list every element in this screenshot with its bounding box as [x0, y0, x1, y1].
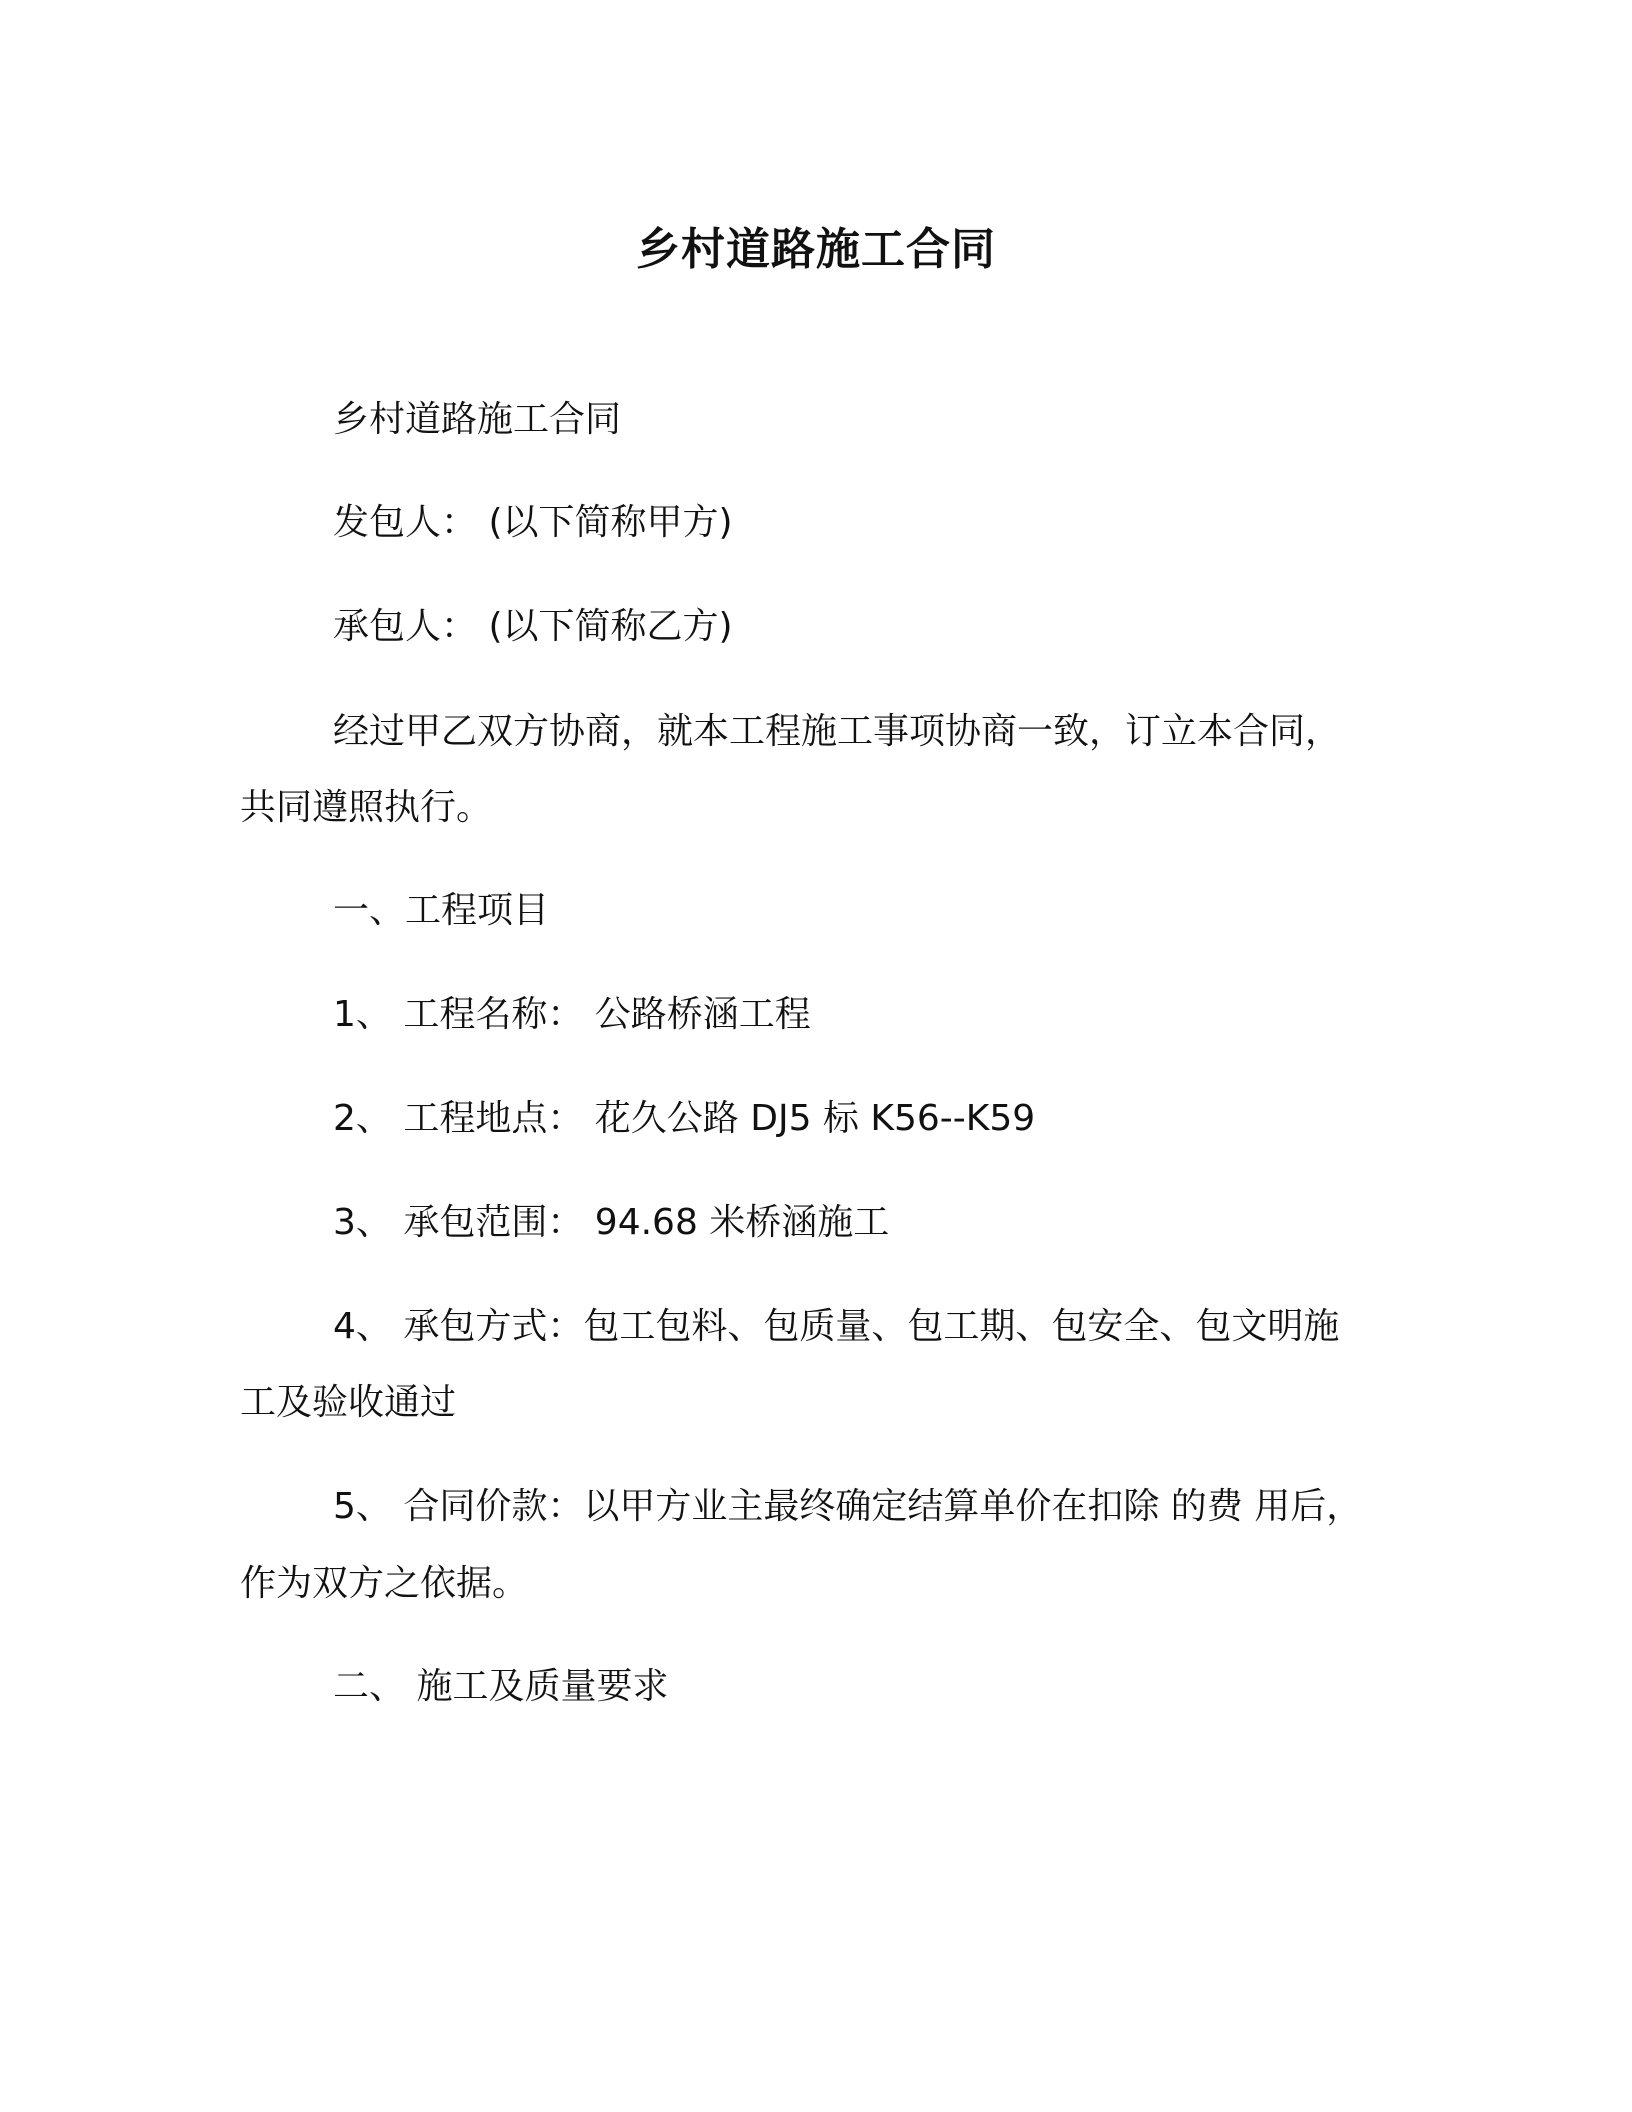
item-4-contract-method-line-1: 4、 承包方式：包工包料、包质量、包工期、包安全、包文明施	[333, 1306, 1340, 1347]
item-4-contract-method-line-2: 工及验收通过	[240, 1382, 457, 1423]
party-a-line: 发包人： (以下简称甲方)	[333, 502, 733, 543]
item-5-contract-price-line-1: 5、 合同价款：以甲方业主最终确定结算单价在扣除 的费 用后，	[333, 1486, 1363, 1527]
document-title: 乡村道路施工合同	[636, 224, 996, 275]
item-1-project-name: 1、 工程名称： 公路桥涵工程	[333, 994, 811, 1035]
section-1-heading: 一、工程项目	[333, 890, 550, 931]
section-2-heading: 二、 施工及质量要求	[333, 1666, 669, 1707]
item-2-project-location: 2、 工程地点： 花久公路 DJ5 标 K56--K59	[333, 1098, 1036, 1139]
item-3-contract-scope: 3、 承包范围： 94.68 米桥涵施工	[333, 1202, 890, 1243]
preamble-line-1: 经过甲乙双方协商，就本工程施工事项协商一致，订立本合同，	[333, 711, 1342, 752]
document-subtitle: 乡村道路施工合同	[333, 399, 622, 440]
item-5-contract-price-line-2: 作为双方之依据。	[240, 1563, 529, 1604]
party-b-line: 承包人： (以下简称乙方)	[333, 606, 733, 647]
preamble-line-2: 共同遵照执行。	[240, 787, 493, 828]
